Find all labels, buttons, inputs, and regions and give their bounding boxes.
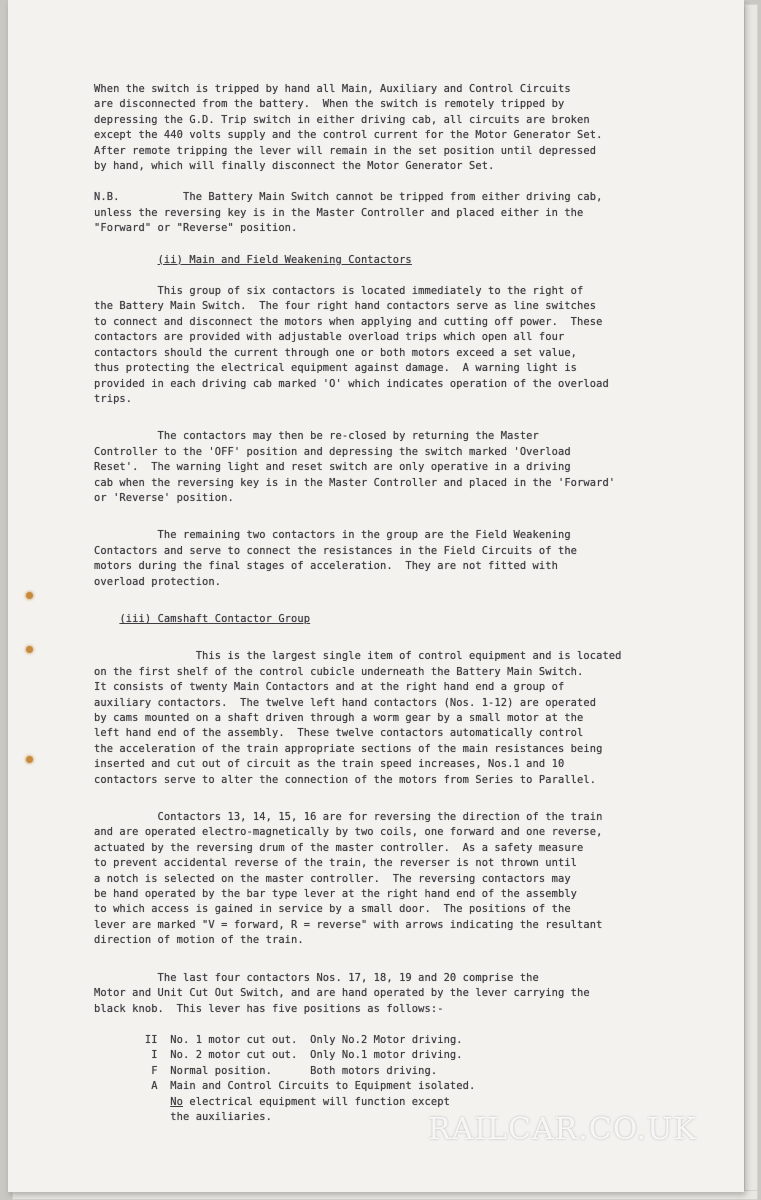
text-line: direction of motion of the train. — [94, 934, 304, 947]
paragraph-reversing — [94, 810, 742, 949]
position-row: A Main and Control Circuits to Equipment isolated. — [151, 1080, 476, 1093]
punch-hole-rust-mark — [26, 756, 33, 763]
paragraph-six-contactors — [94, 284, 742, 407]
text-line: and are operated electro-magnetically by two coils, one forward and one reverse, — [94, 826, 603, 839]
text-line: unless the reversing key is in the Master Controller and placed either in the — [94, 206, 584, 219]
text-line: to prevent accidental reverse of the train, the reverser is not thrown until — [94, 857, 578, 870]
text-line: inserted and cut out of circuit as the train speed increases, Nos.1 and 10 — [94, 758, 565, 771]
text-line: by cams mounted on a shaft driven through a worm gear by a small motor at the — [94, 712, 584, 724]
position-row: II No. 1 motor cut out. Only No.2 Motor driving. — [144, 1033, 463, 1046]
heading-main-field-weakening: (ii) Main and Field Weakening Contactors — [157, 253, 412, 266]
text-line: by hand, which will finally disconnect the Motor Generator Set. — [94, 160, 495, 173]
paragraph-cut-out-switch — [94, 971, 742, 1017]
text-line: actuated by the reversing drum of the master controller. As a safety measure — [94, 841, 584, 854]
position-row: I No. 2 motor cut out. Only No.1 motor driving. — [151, 1049, 463, 1062]
text-line: The last four contactors Nos. 17, 18, 19 and 20 comprise the — [94, 971, 539, 984]
text-line: Reset'. The warning light and reset switch are only operative in a driving — [94, 461, 571, 474]
typed-text-body — [94, 82, 742, 1125]
text-line: on the first shelf of the control cubicle underneath the Battery Main Switch. — [94, 665, 584, 678]
watermark-railcar: RAILCAR.CO.UK — [428, 1112, 697, 1147]
text-line: black knob. This lever has five positions as follows:- — [94, 1002, 444, 1015]
paragraph-nb-note — [94, 190, 742, 236]
text-line: the Battery Main Switch. The four right hand contactors serve as line switches — [94, 300, 597, 313]
text-line: thus protecting the electrical equipment against damage. A warning light is — [94, 362, 578, 375]
position-note-line: the auxiliaries. — [170, 1110, 272, 1123]
document-page — [8, 0, 744, 1192]
text-line: depressing the G.D. Trip switch in either driving cab, all circuits are broken — [94, 113, 590, 126]
text-line: be hand operated by the bar type lever at the right hand end of the assembly — [94, 888, 578, 901]
text-line: overload protection. — [94, 575, 222, 588]
paragraph-reclose — [94, 429, 742, 506]
punch-hole-rust-mark — [26, 592, 33, 599]
text-line: After remote tripping the lever will remain in the set position until depressed — [94, 144, 597, 157]
text-line: The contactors may then be re-closed by returning the Master — [94, 430, 539, 443]
text-line: The remaining two contactors in the group are the Field Weakening — [94, 529, 571, 542]
text-line: contactors serve to alter the connection of the motors from Series to Parallel. — [94, 773, 597, 786]
text-line: a notch is selected on the master controller. The reversing contactors may — [94, 872, 571, 885]
punch-hole-rust-mark — [26, 646, 33, 653]
text-line: the acceleration of the train appropriate sections of the main resistances being — [94, 742, 603, 755]
text-line: Contactors 13, 14, 15, 16 are for reversing the direction of the train — [94, 811, 603, 824]
paper-stack-edge-right — [744, 4, 758, 1198]
text-line: Motor and Unit Cut Out Switch, and are hand operated by the lever carrying the — [94, 987, 590, 1000]
heading-camshaft-group: (iii) Camshaft Contactor Group — [119, 612, 311, 625]
text-line: contactors should the current through one or both motors exceed a set value, — [94, 346, 578, 359]
text-line: motors during the final stages of acceleration. They are not fitted with — [94, 560, 558, 573]
text-line: except the 440 volts supply and the control current for the Motor Generator Set. — [94, 129, 603, 142]
text-line: to which access is gained in service by a small door. The positions of the — [94, 903, 571, 916]
position-row: F Normal position. Both motors driving. — [151, 1064, 438, 1077]
text-line: lever are marked "V = forward, R = reverse" with arrows indicating the resultant — [94, 918, 603, 931]
text-line: When the switch is tripped by hand all Main, Auxiliary and Control Circuits — [94, 83, 571, 95]
text-line: cab when the reversing key is in the Master Controller and placed in the 'Forward' — [94, 476, 616, 489]
paragraph-camshaft — [94, 649, 742, 788]
text-line: "Forward" or "Reverse" position. — [94, 222, 298, 235]
text-line: provided in each driving cab marked 'O' which indicates operation of the overload — [94, 377, 609, 390]
text-line: Controller to the 'OFF' position and depressing the switch marked 'Overload — [94, 445, 571, 458]
text-line: are disconnected from the battery. When the switch is remotely tripped by — [94, 98, 565, 111]
text-line: or 'Reverse' position. — [94, 491, 234, 504]
text-line: to connect and disconnect the motors when applying and cutting off power. These — [94, 315, 603, 328]
text-line: Contactors and serve to connect the resistances in the Field Circuits of the — [94, 544, 578, 557]
text-line: contactors are provided with adjustable overload trips which open all four — [94, 331, 565, 344]
text-line: left hand end of the assembly. These twelve contactors automatically control — [94, 727, 584, 740]
text-line: N.B. The Battery Main Switch cannot be tripped from either driving cab, — [94, 191, 603, 204]
text-line: This is the largest single item of control equipment and is located — [94, 650, 622, 663]
position-note-line: No electrical equipment will function except — [170, 1095, 450, 1108]
text-line: This group of six contactors is located immediately to the right of — [94, 285, 584, 298]
text-line: auxiliary contactors. The twelve left hand contactors (Nos. 1-12) are operated — [94, 696, 597, 709]
paragraph-field-weakening — [94, 528, 742, 590]
paragraph-switch-tripping — [94, 82, 742, 174]
text-line: It consists of twenty Main Contactors and at the right hand end a group of — [94, 681, 565, 694]
text-line: trips. — [94, 392, 133, 405]
